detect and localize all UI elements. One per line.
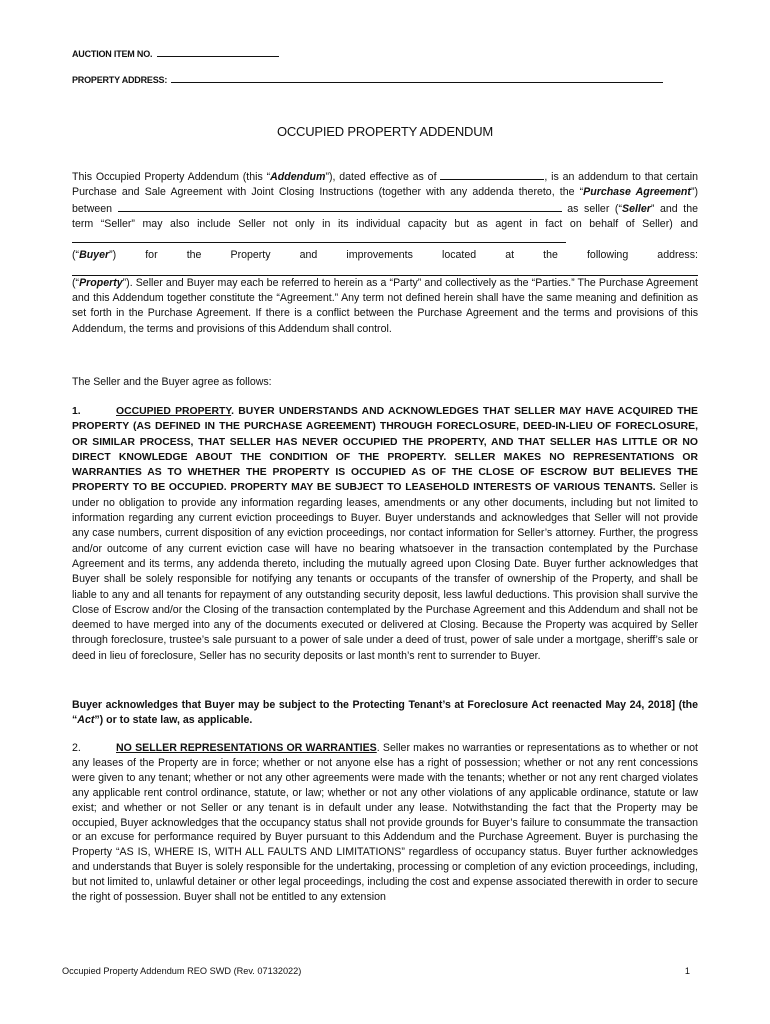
section-heading: NO SELLER REPRESENTATIONS OR WARRANTIES: [116, 742, 377, 754]
intro-word: at: [505, 249, 515, 262]
intro-word: for: [145, 249, 158, 262]
section-heading: OCCUPIED PROPERTY: [116, 406, 232, 417]
buyer-line: [72, 248, 698, 263]
property-address-line-blank[interactable]: [72, 264, 698, 276]
property-address-field: [72, 73, 663, 85]
seller-name-blank[interactable]: [118, 201, 562, 212]
defined-term-addendum: Addendum: [270, 171, 326, 183]
defined-term-buyer: Buyer: [79, 249, 110, 262]
defined-term-property: Property: [79, 276, 123, 289]
defined-term-act: Act: [77, 714, 95, 727]
page-title: OCCUPIED PROPERTY ADDENDUM: [276, 124, 494, 139]
tenant-text: Buyer acknowledges that Buyer may be subject to the Protecting Tenant’s at Foreclosure Act reenacted May 24, 2018] (the “: [72, 699, 698, 727]
intro-word: located: [442, 249, 477, 262]
intro-text: ”). Seller and Buyer may each be referred to herein as a “Party” and collectively as the “Parties.” The Purchase Agreement and this Addendum together constitute the “Agreement.” Any term not defined herein shall have the same meaning and definition as set forth in the Purchase Agreement. If there is a conflict between the Purchase Agreement and the terms and provisions of this Addendum, the terms and provisions of this Addendum shall control.: [72, 276, 698, 335]
intro-word: following: [586, 249, 629, 262]
auction-item-blank[interactable]: [157, 47, 279, 57]
section-number: 2.: [72, 742, 81, 754]
auction-item-label: AUCTION ITEM NO.: [72, 49, 153, 59]
defined-term-purchase-agreement: Purchase Agreement: [583, 186, 691, 199]
auction-item-field: [72, 47, 279, 59]
intro-text: (“: [72, 276, 80, 289]
section-number: 1.: [72, 406, 81, 417]
intro-text: as seller (“: [567, 202, 622, 215]
intro-text: ” and the term “Seller” may also include Seller not only in its individual capacity but as agent in fact on behalf of Seller) and: [72, 202, 698, 230]
buyer-name-blank[interactable]: [72, 232, 566, 243]
page-number: 1: [684, 966, 690, 976]
intro-paragraph: [72, 169, 698, 337]
intro-text: This Occupied Property Addendum (this “: [72, 171, 271, 183]
intro-text: ”) between: [72, 186, 698, 215]
tenant-text: ”) or to state law, as applicable.: [94, 714, 253, 727]
section-body: Seller is under no obligation to provide any information regarding leases, amendments or any other documents, including but not limited to information regarding any current eviction proceedings to Buyer. Buyer understands and acknowledges that Seller will not provide any case numbers, current disposition of any eviction proceedings, nor contact information for Seller’s attorney. Further, the progress and/or outcome of any current eviction case will have no bearing whatsoever in the transaction contemplated by the Purchase Agreement and its terms, any addenda thereto, including the mutually agreed upon Closing Date. Buyer further acknowledges that Buyer shall be solely responsible for notifying any tenants or occupants of the transfer of ownership of the Property, and shall be liable to any and all tenants for repayment of any outstanding security deposit, less lawful deductions. This provision shall survive the Close of Escrow and/or the Closing of the transaction contemplated by the Purchase Agreement and this Addendum and shall not be deemed to have merged into any of the documents executed or delivered at Closing. Because the Property was acquired by Seller through foreclosure, trustee’s sale pursuant to a power of sale under a deed of trust, power of sale under a mortgage, sheriff’s sale or deed in lieu of foreclosure, Seller has no security deposits or last month’s rent to surrender to Buyer.: [72, 481, 698, 662]
section-body: . Seller makes no warranties or representations as to whether or not any leases of the Property are in force; whether or not anyone else has a right of possession; whether or not any rent concessions were given to any tenant; whether or not any other agreements were made with the tenants; whether or not any rent charged violates any applicable rent control ordinance, statute, or law; whether or not any other violations of any applicable ordinance, statute or law exist; and whether or not Seller or any tenant is in default under any lease. Notwithstanding the fact that the Property may be occupied, Buyer acknowledges that the occupancy status shall not provide grounds for Buyer’s failure to consummate the transaction or an excuse for performance required by Buyer pursuant to this Addendum and the Purchase Agreement. Buyer is purchasing the Property “AS IS, WHERE IS, WITH ALL FAULTS AND LIMITATIONS” regardless of occupancy status. Buyer further acknowledges and understands that Buyer is solely responsible for the undertaking, processing or completion of any eviction proceedings, including, but not limited to, unlawful detainer or other legal proceedings, including the cost and expense associated therewith in order to secure the right of possession. Buyer shall not be entitled to any extension: [72, 742, 699, 904]
intro-text: , is an addendum to that certain Purchase and Sale Agreement with Joint Closing Instructions (together with any addenda thereto, the “: [72, 171, 699, 199]
agree-statement: The Seller and the Buyer agree as follows:: [72, 376, 272, 388]
defined-term-seller: Seller: [622, 202, 651, 215]
property-address-label: PROPERTY ADDRESS:: [72, 75, 168, 85]
section-caps-text: . BUYER UNDERSTANDS AND ACKNOWLEDGES THAT SELLER MAY HAVE ACQUIRED THE PROPERTY (AS DEFINED IN THE PURCHASE AGREEMENT) THROUGH FORECLOSURE, DEED-IN-LIEU OF FORECLOSURE, OR SIMILAR PROCESS, THAT SELLER HAS NEVER OCCUPIED THE PROPERTY, AND THAT SELLER HAS LITTLE OR NO DIRECT KNOWLEDGE ABOUT THE CONDITION OF THE PROPERTY. SELLER MAKES NO REPRESENTATIONS OR WARRANTIES AS TO WHETHER THE PROPERTY IS OCCUPIED AS OF THE CLOSE OF ESCROW BUT BELIEVES THE PROPERTY TO BE OCCUPIED. PROPERTY MAY BE SUBJECT TO LEASEHOLD INTERESTS OF VARIOUS TENANTS.: [72, 406, 698, 494]
intro-word: the: [186, 249, 202, 262]
tenant-act-paragraph: [72, 698, 698, 729]
intro-text: ”), dated effective as of: [325, 171, 437, 183]
intro-word: the: [543, 249, 558, 262]
intro-word: improvements: [346, 249, 413, 262]
intro-text: (“: [72, 249, 80, 262]
effective-date-blank[interactable]: [440, 169, 544, 180]
intro-word: address:: [657, 249, 698, 262]
intro-word: and: [299, 249, 318, 262]
property-address-blank[interactable]: [171, 73, 663, 83]
section-1: [72, 404, 698, 664]
intro-text: ”): [109, 249, 117, 262]
intro-word: Property: [230, 249, 271, 262]
footer-form-id: Occupied Property Addendum REO SWD (Rev. 07132022): [62, 966, 302, 976]
section-1-caps: [72, 406, 698, 493]
section-2: [72, 741, 698, 905]
